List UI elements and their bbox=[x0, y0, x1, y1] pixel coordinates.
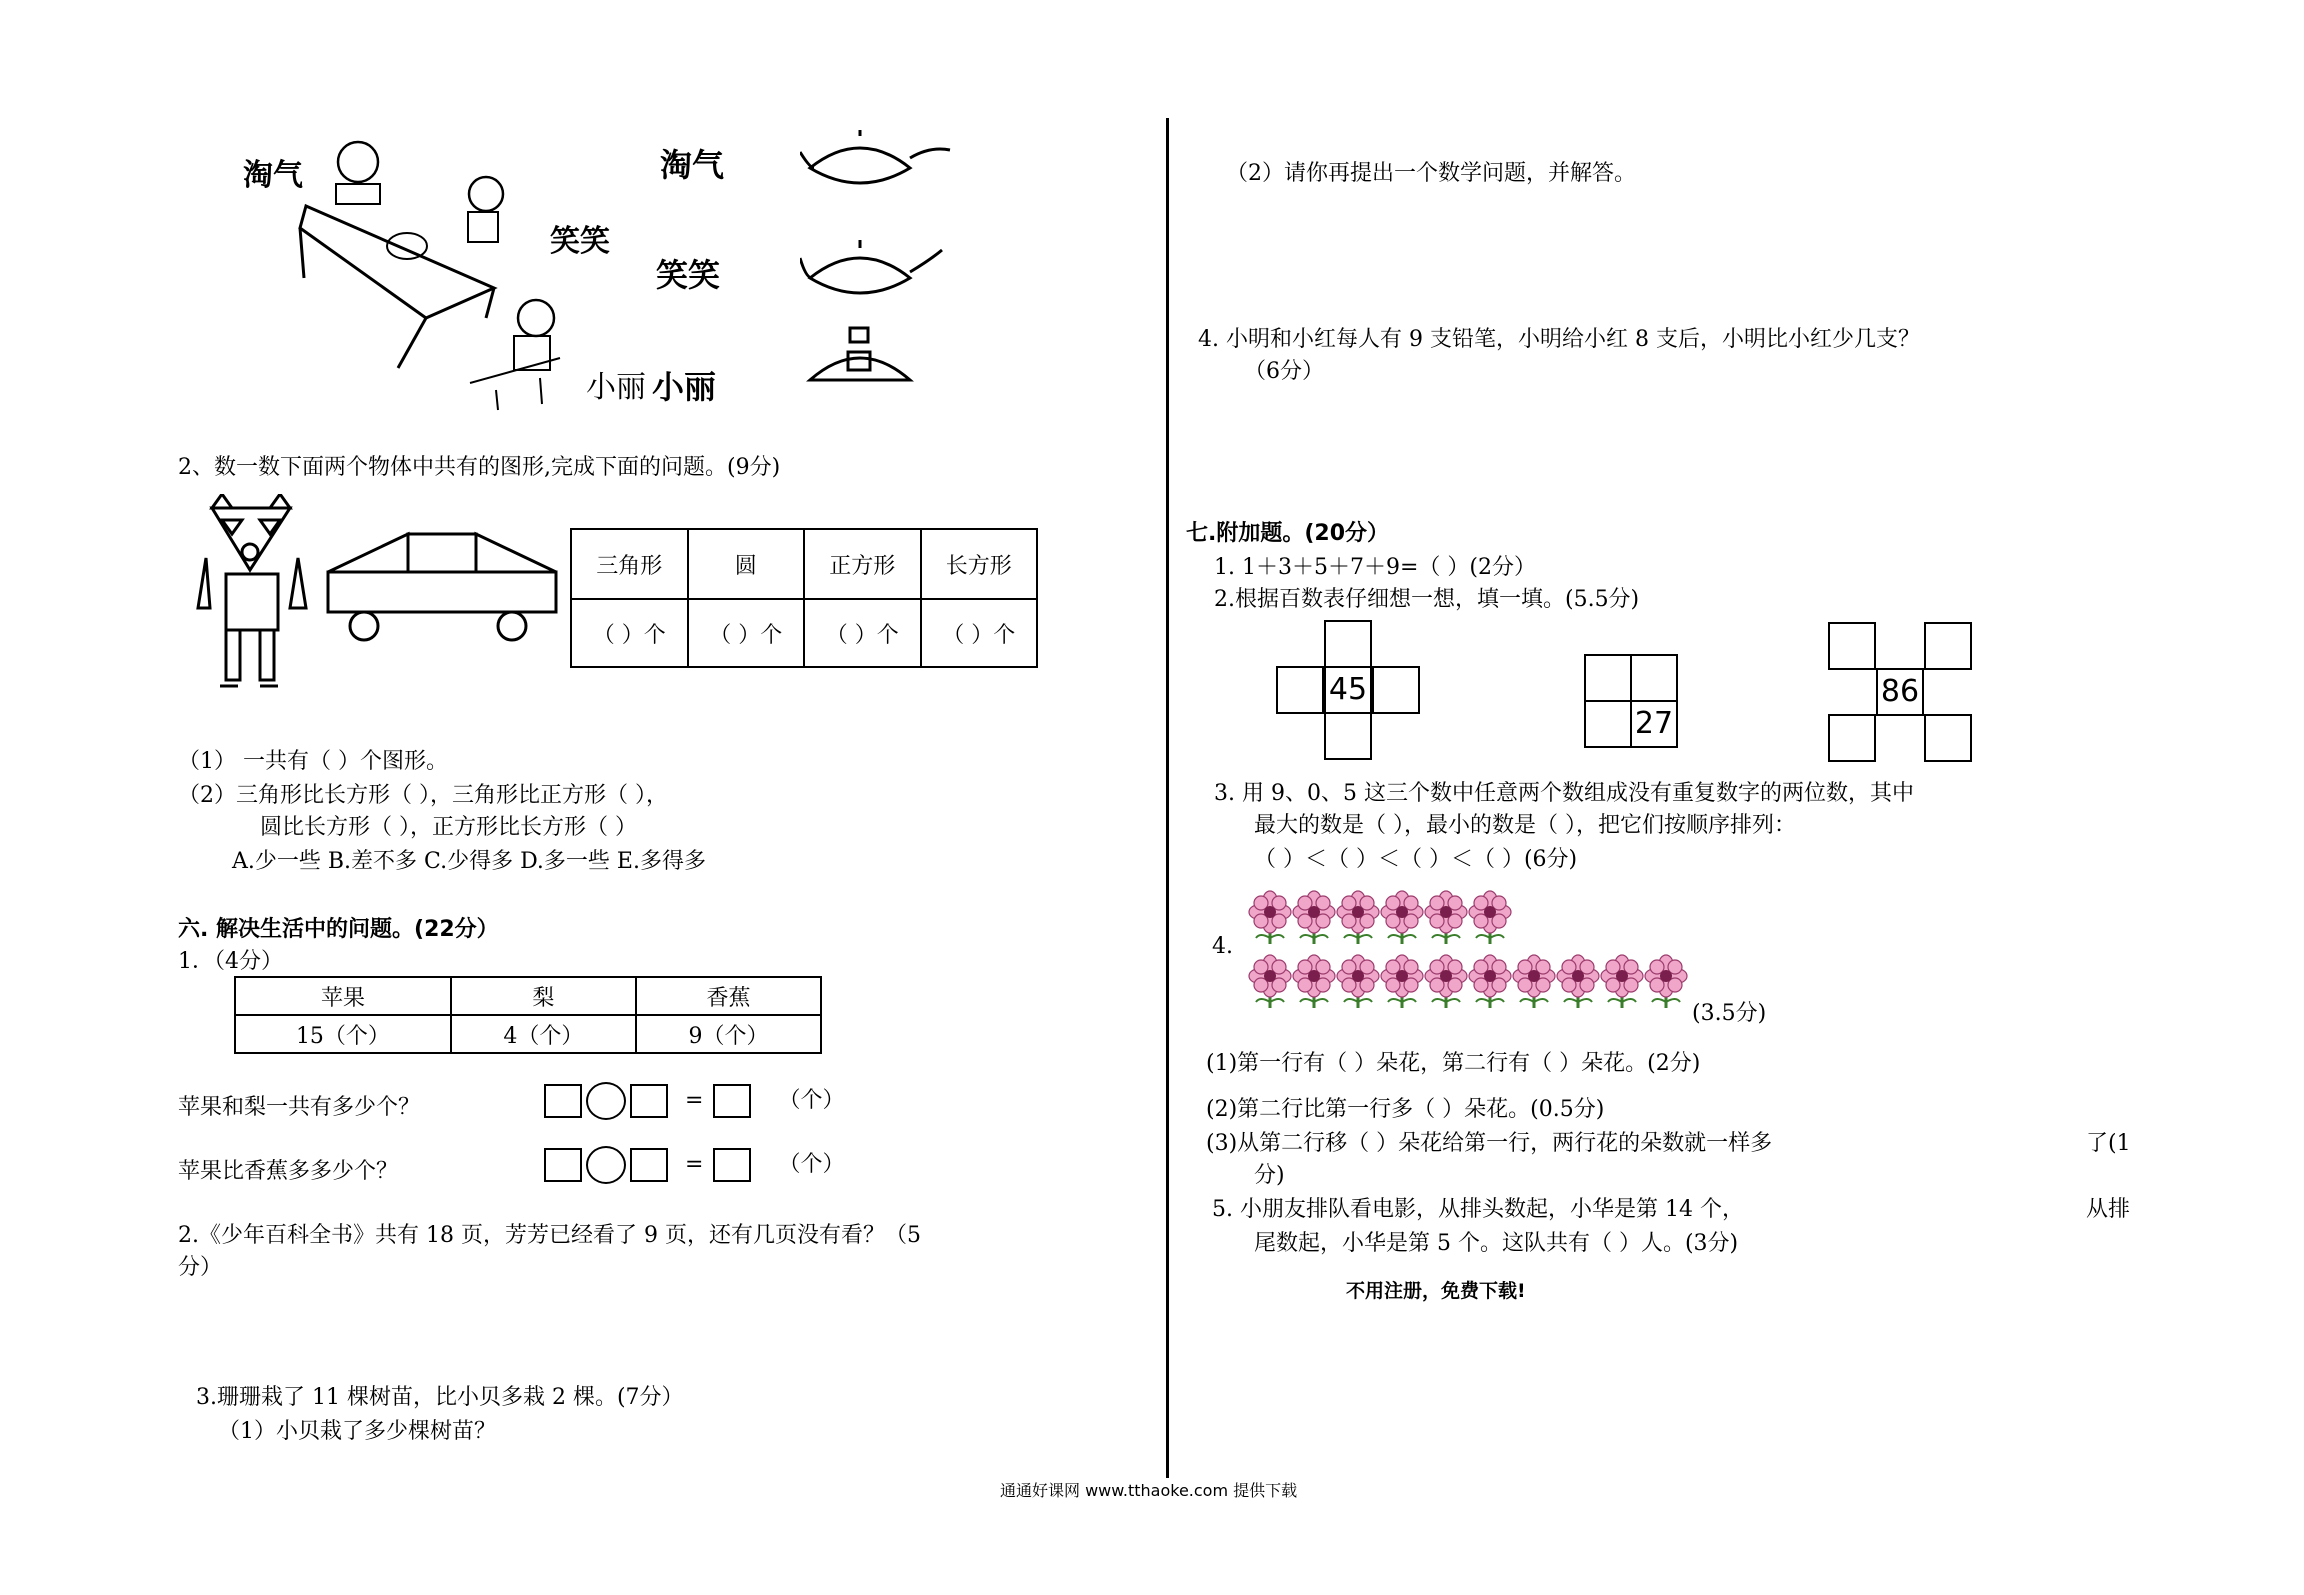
sec7-q5-line1: 5. 小朋友排队看电影，从排头数起，小华是第 14 个， bbox=[1212, 1197, 1744, 1222]
fruit-value: 15（个） bbox=[235, 1015, 451, 1053]
fruit-question-2: 苹果比香蕉多多少个？ bbox=[178, 1159, 399, 1184]
pot-label-taoqi: 淘气 bbox=[660, 146, 725, 184]
sec6-q2-line2: 分） bbox=[178, 1255, 223, 1280]
q2-title: 2、数一数下面两个物体中共有的图形,完成下面的问题。(9分) bbox=[178, 455, 781, 480]
car-figure bbox=[324, 530, 560, 642]
flower-rows bbox=[1248, 890, 1688, 1016]
fruit-question-1: 苹果和梨一共有多少个？ bbox=[178, 1095, 421, 1120]
sec6-q3-sub1: （1）小贝栽了多少棵树苗？ bbox=[218, 1419, 496, 1444]
shape-count-table bbox=[570, 528, 1038, 668]
sec6-q2-line1: 2.《少年百科全书》共有 18 页，芳芳已经看了 9 页，还有几页没有看？（5 bbox=[178, 1223, 921, 1248]
equation-1[interactable]: = （个） bbox=[544, 1082, 844, 1120]
teapot-view-2 bbox=[800, 240, 942, 293]
sec7-q4-label: 4. bbox=[1212, 934, 1233, 959]
q2-sub2a: （2）三角形比长方形（ ），三角形比正方形（ ）， bbox=[178, 783, 668, 808]
scene-name-xiaoli: 小丽 bbox=[586, 370, 646, 405]
sec7-q5-line1-right: 从排 bbox=[2086, 1197, 2131, 1222]
table-top bbox=[300, 206, 494, 318]
answer-cell[interactable]: （ ）个 bbox=[921, 599, 1038, 667]
sec7-q3-line1: 3. 用 9、0、5 这三个数中任意两个数组成没有重复数字的两位数，其中 bbox=[1214, 781, 1914, 806]
fruit-table bbox=[234, 976, 822, 1054]
section7-title: 七.附加题。(20分） bbox=[1186, 521, 1390, 546]
right-q4-line2: （6分） bbox=[1244, 359, 1324, 384]
header-cell: 圆 bbox=[688, 529, 805, 599]
sec6-q1-label: 1．（4分） bbox=[178, 949, 283, 974]
section6-title: 六. 解决生活中的问题。(22分） bbox=[178, 917, 499, 942]
answer-cell[interactable]: （ ）个 bbox=[688, 599, 805, 667]
girl-figure bbox=[469, 177, 503, 211]
fruit-value: 9（个） bbox=[636, 1015, 821, 1053]
fruit-value: 4（个） bbox=[451, 1015, 636, 1053]
q2-sub1: （1） 一共有（ ）个图形。 bbox=[178, 749, 448, 774]
sec7-q4-sub3: (3)从第二行移（ ）朵花给第一行，两行花的朵数就一样多 bbox=[1206, 1131, 1773, 1156]
q2-options: A.少一些 B.差不多 C.少得多 D.多一些 E.多得多 bbox=[232, 849, 706, 874]
sec7-q4-sub3-right: 了(1 bbox=[2086, 1131, 2131, 1156]
scene-name-taoqi: 淘气 bbox=[243, 158, 303, 193]
sec7-q4-sub2: (2)第二行比第一行多（ ）朵花。(0.5分) bbox=[1206, 1097, 1605, 1122]
teapot-on-table bbox=[387, 233, 427, 259]
page-footer: 通通好课网 www.tthaoke.com 提供下载 bbox=[1000, 1481, 1298, 1500]
girl2-figure bbox=[518, 300, 554, 336]
q2-sub2b: 圆比长方形（ ），正方形比长方形（ ） bbox=[260, 815, 637, 840]
flower-score: (3.5分) bbox=[1692, 1001, 1767, 1026]
scene-name-xiaoxiao: 笑笑 bbox=[550, 224, 610, 259]
header-cell: 长方形 bbox=[921, 529, 1038, 599]
sec7-q1: 1. 1＋3＋5＋7＋9=（ ）(2分） bbox=[1214, 555, 1536, 580]
sec7-q4-sub1: (1)第一行有（ ）朵花，第二行有（ ）朵花。(2分) bbox=[1206, 1051, 1701, 1076]
promo-text: 不用注册，免费下载! bbox=[1346, 1280, 1526, 1302]
flower-row-2 bbox=[1249, 955, 1687, 1008]
teapot-view-1 bbox=[800, 130, 950, 183]
fruit-header: 香蕉 bbox=[636, 977, 821, 1015]
sec7-q3-line2: 最大的数是（ ），最小的数是（ ），把它们按顺序排列： bbox=[1254, 813, 1796, 838]
teapot-views bbox=[800, 128, 960, 408]
answer-cell[interactable]: （ ）个 bbox=[804, 599, 921, 667]
fox-figure bbox=[196, 494, 316, 690]
page-divider bbox=[1166, 118, 1169, 1478]
sec6-q3: 3.珊珊栽了 11 棵树苗，比小贝多栽 2 棵。(7分） bbox=[196, 1385, 684, 1410]
teapot-view-3 bbox=[810, 328, 910, 380]
boy-figure bbox=[338, 142, 378, 182]
sec7-q4-sub3-cont: 分) bbox=[1254, 1163, 1285, 1188]
sec7-q5-line2: 尾数起，小华是第 5 个。这队共有（ ）人。(3分) bbox=[1254, 1231, 1739, 1256]
header-cell: 三角形 bbox=[571, 529, 688, 599]
sec7-q3-line3: （ ）＜（ ）＜（ ）＜（ ）(6分) bbox=[1254, 847, 1578, 872]
pot-label-xiaoli: 小丽 bbox=[652, 368, 717, 406]
sec7-q2: 2.根据百数表仔细想一想，填一填。(5.5分) bbox=[1214, 587, 1640, 612]
flower-row-1 bbox=[1249, 891, 1511, 944]
equation-2[interactable]: = （个） bbox=[544, 1146, 844, 1184]
fruit-header: 梨 bbox=[451, 977, 636, 1015]
q3-part2: （2）请你再提出一个数学问题，并解答。 bbox=[1226, 161, 1636, 186]
pot-label-xiaoxiao: 笑笑 bbox=[656, 256, 721, 294]
right-q4-line1: 4. 小明和小红每人有 9 支铅笔，小明给小红 8 支后，小明比小红少几支？ bbox=[1198, 327, 1920, 352]
answer-cell[interactable]: （ ）个 bbox=[571, 599, 688, 667]
fruit-header: 苹果 bbox=[235, 977, 451, 1015]
header-cell: 正方形 bbox=[804, 529, 921, 599]
